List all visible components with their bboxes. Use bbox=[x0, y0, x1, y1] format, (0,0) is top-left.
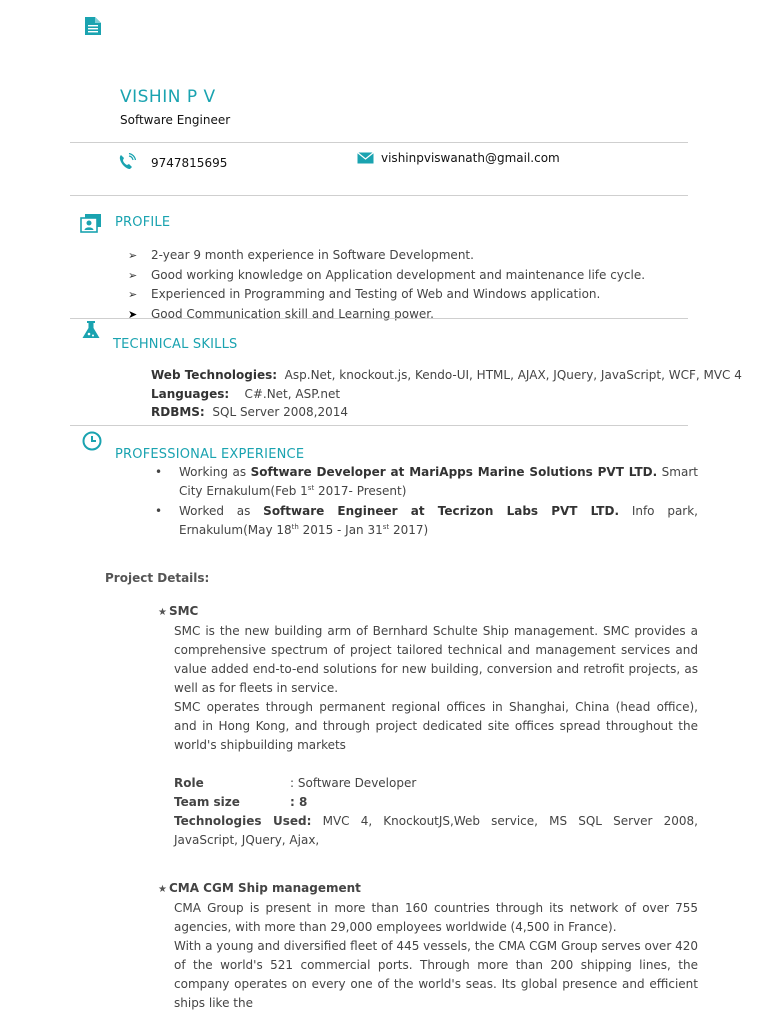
skill-label: Web Technologies: bbox=[151, 368, 278, 382]
list-item bbox=[128, 285, 645, 305]
document-icon bbox=[84, 16, 102, 36]
project-cma-cgm bbox=[158, 879, 698, 1013]
field-value: : 8 bbox=[290, 795, 308, 809]
field-value: : Software Developer bbox=[290, 776, 417, 790]
phone-icon bbox=[118, 153, 136, 170]
experience-item bbox=[155, 502, 698, 540]
skill-value: Asp.Net, knockout.js, Kendo-UI, HTML, AJAX, JQuery, JavaScript, WCF, MVC 4 bbox=[284, 368, 742, 382]
skill-value: SQL Server 2008,2014 bbox=[212, 405, 348, 419]
experience-text: Smart City Ernakulum(Feb 1 bbox=[179, 465, 698, 498]
experience-text: Info park, Ernakulum(May 18 bbox=[179, 504, 698, 537]
superscript: th bbox=[291, 523, 299, 531]
list-item-text: Good Communication skill and Learning power. bbox=[151, 306, 434, 321]
field-label: Role bbox=[174, 776, 204, 790]
list-item-text: 2-year 9 month experience in Software Development. bbox=[151, 248, 474, 262]
flask-icon bbox=[81, 320, 101, 340]
experience-item bbox=[155, 463, 698, 501]
project-description: SMC operates through permanent regional offices in Shanghai, China (head office), and in Hong Kong, and through project dedicated site offices spread throughout the world's shipbuilding markets bbox=[174, 700, 698, 752]
technical-skills-heading: TECHNICAL SKILLS bbox=[113, 337, 238, 352]
superscript: st bbox=[382, 523, 390, 531]
list-item-text: Good working knowledge on Application development and maintenance life cycle. bbox=[151, 267, 646, 282]
divider bbox=[70, 425, 688, 426]
candidate-name: VISHIN P V bbox=[120, 87, 216, 107]
mail-icon bbox=[357, 152, 374, 164]
project-tech-row bbox=[174, 812, 698, 850]
list-item bbox=[128, 246, 645, 266]
superscript: st bbox=[307, 484, 315, 492]
star-icon: ★ bbox=[158, 607, 167, 618]
skill-label: Languages: bbox=[151, 386, 230, 401]
list-item-text: Experienced in Programming and Testing of Web and Windows application. bbox=[151, 287, 601, 301]
list-item bbox=[128, 305, 645, 325]
project-name: SMC bbox=[168, 604, 199, 618]
project-team-row bbox=[174, 793, 698, 812]
phone-number: 9747815695 bbox=[151, 156, 228, 170]
divider bbox=[70, 195, 688, 196]
project-role-row bbox=[174, 774, 698, 793]
clock-icon bbox=[81, 431, 103, 451]
bullet-dot-icon: • bbox=[155, 465, 163, 479]
experience-text: 2017- Present) bbox=[314, 484, 407, 498]
field-label: Technologies Used: bbox=[174, 814, 312, 828]
field-label: Team size bbox=[174, 795, 240, 809]
project-title bbox=[158, 602, 698, 622]
skill-value: C#.Net, ASP.net bbox=[244, 386, 341, 401]
project-description: SMC is the new building arm of Bernhard Schulte Ship management. SMC provides a comprehensive spectrum of project tailored technical and management services and value added end-to-end solutions for new building, conversion and retrofit projects, as well as for fleets in service. bbox=[174, 624, 698, 695]
experience-text: Working as bbox=[179, 465, 251, 479]
list-item bbox=[128, 266, 645, 286]
skill-row bbox=[151, 366, 742, 385]
arrow-bullet-icon: ➢ bbox=[128, 288, 138, 301]
experience-text: 2017) bbox=[389, 523, 429, 537]
project-details-heading: Project Details: bbox=[105, 571, 210, 585]
star-icon: ★ bbox=[158, 884, 167, 895]
arrow-bullet-icon: ➢ bbox=[128, 249, 138, 262]
project-description: CMA Group is present in more than 160 countries through its network of over 755 agencies, with more than 29,000 employees worldwide (4,500 in France). bbox=[174, 901, 698, 934]
profile-icon bbox=[80, 213, 102, 233]
project-description: With a young and diversified fleet of 445 vessels, the CMA CGM Group serves over 420 of the world's 521 commercial ports. Through more than 200 shipping lines, the company operates on every one of the world's seas. Its global presence and efficient ships like the bbox=[174, 939, 698, 1010]
skills-list bbox=[151, 366, 742, 422]
experience-text: Worked as bbox=[179, 504, 264, 518]
arrow-bullet-icon: ➤ bbox=[128, 307, 138, 321]
project-title bbox=[158, 879, 698, 899]
skill-label: RDBMS: bbox=[151, 405, 205, 419]
skill-row bbox=[151, 403, 742, 422]
skill-row bbox=[151, 385, 742, 404]
bullet-dot-icon: • bbox=[155, 504, 163, 518]
profile-list bbox=[128, 246, 645, 324]
job-title: Software Engineer bbox=[120, 113, 231, 127]
project-name: CMA CGM Ship management bbox=[168, 881, 361, 895]
divider bbox=[70, 318, 688, 319]
experience-text: 2015 - Jan 31 bbox=[298, 523, 383, 537]
experience-role: Software Engineer at Tecrizon Labs PVT LTD. bbox=[263, 504, 620, 518]
email-address: vishinpviswanath@gmail.com bbox=[381, 151, 560, 165]
experience-role: Software Developer at MariApps Marine Solutions PVT LTD. bbox=[250, 465, 658, 479]
profile-heading: PROFILE bbox=[115, 215, 171, 230]
field-value: MVC 4, KnockoutJS,Web service, MS SQL Server 2008, JavaScript, JQuery, Ajax, bbox=[174, 814, 698, 847]
arrow-bullet-icon: ➢ bbox=[128, 268, 138, 282]
project-smc bbox=[158, 602, 698, 850]
experience-heading: PROFESSIONAL EXPERIENCE bbox=[115, 447, 305, 462]
divider bbox=[70, 142, 688, 143]
